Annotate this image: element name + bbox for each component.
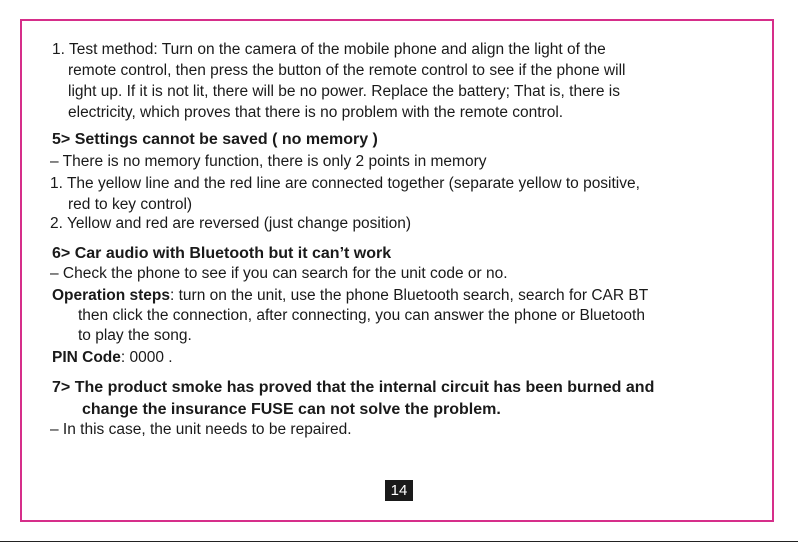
section7-heading-line-1: 7> The product smoke has proved that the internal circuit has been burned and [52,379,655,396]
section5-line-2: 1. The yellow line and the red line are connected together (separate yellow to positive, [50,175,640,192]
operation-steps-line-2: then click the connection, after connecting, you can answer the phone or Bluetooth [78,307,645,324]
section5-line-4: 2. Yellow and red are reversed (just change position) [50,215,412,232]
section5-line-1: – There is no memory function, there is only 2 points in memory [50,153,487,170]
section5-heading: 5> Settings cannot be saved ( no memory ) [52,131,378,148]
intro-line-2: remote control, then press the button of the remote control to see if the phone will [68,62,626,79]
section6-check-line: – Check the phone to see if you can search for the unit code or no. [50,265,508,282]
operation-steps-label: Operation steps [52,287,170,304]
operation-steps-text-1: : turn on the unit, use the phone Bluetooth search, search for CAR BT [170,287,649,304]
operation-steps-line-1 [52,286,648,305]
section7-heading-line-2: change the insurance FUSE can not solve the problem. [82,401,501,418]
intro-line-1: 1. Test method: Turn on the camera of the mobile phone and align the light of the [52,41,606,58]
section5-line-3: red to key control) [68,196,193,213]
pin-code-label: PIN Code [52,349,121,366]
pin-code-line [52,348,173,367]
bottom-rule [0,541,798,542]
pin-code-value: : 0000 . [120,349,173,366]
section6-heading: 6> Car audio with Bluetooth but it can’t work [52,245,392,262]
intro-line-4: electricity, which proves that there is no problem with the remote control. [68,104,564,121]
section7-line-1: – In this case, the unit needs to be repaired. [50,421,352,438]
operation-steps-line-3: to play the song. [78,327,192,344]
intro-line-3: light up. If it is not lit, there will be no power. Replace the battery; That is, there is [68,83,620,100]
page-number: 14 [385,480,413,501]
